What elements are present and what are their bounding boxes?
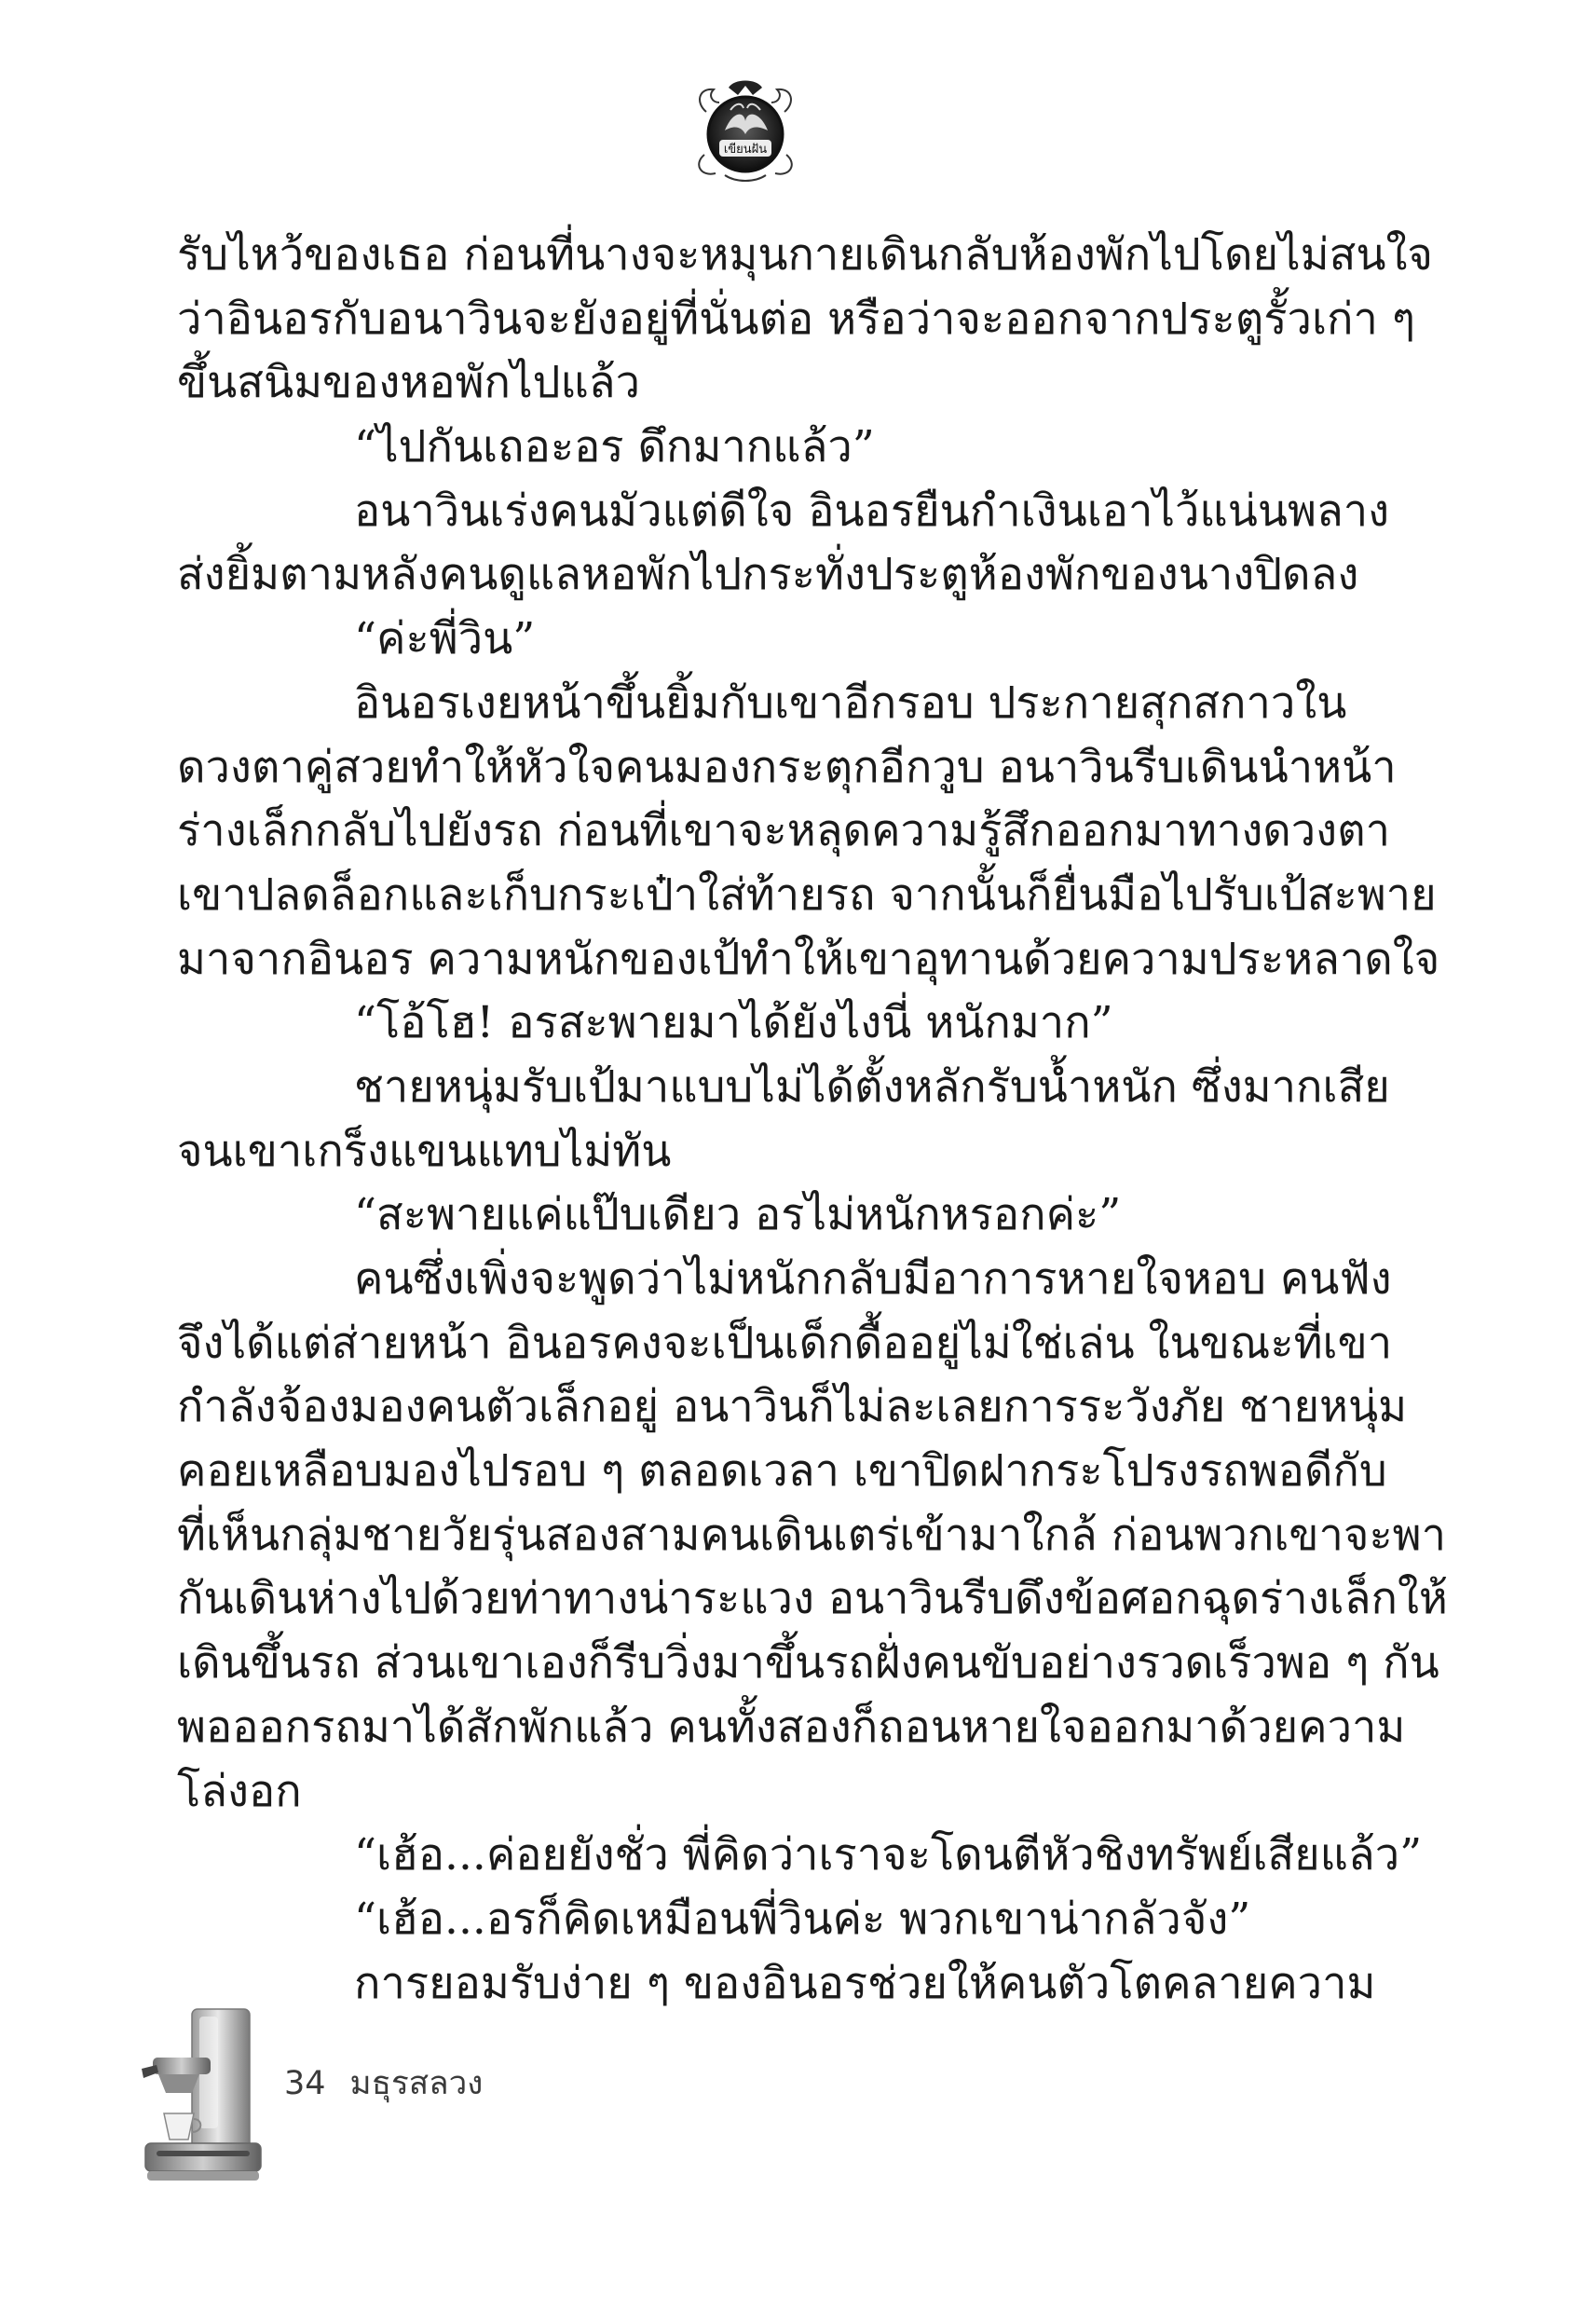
text-line: ที่เห็นกลุ่มชายวัยรุ่นสองสามคนเดินเตร่เข้ามาใกล้ ก่อนพวกเขาจะพา (177, 1509, 1447, 1561)
text-line: ว่าอินอรกับอนาวินจะยังอยู่ที่นั่นต่อ หรือว่าจะออกจากประตูรั้วเก่า ๆ (177, 293, 1416, 345)
text-line: โล่งอก (177, 1765, 302, 1817)
text-line: รับไหว้ของเธอ ก่อนที่นางจะหมุนกายเดินกลับห้องพักไปโดยไม่สนใจ (177, 229, 1433, 280)
text-line: กำลังจ้องมองคนตัวเล็กอยู่ อนาวินก็ไม่ละเลยการระวังภัย ชายหนุ่ม (177, 1381, 1408, 1433)
page-footer (284, 2058, 483, 2109)
text-line: “ค่ะพี่วิน” (354, 613, 536, 665)
text-line: อินอรเงยหน้าขึ้นยิ้มกับเขาอีกรอบ ประกายสุกสกาวใน (354, 677, 1347, 729)
text-line: การยอมรับง่าย ๆ ของอินอรช่วยให้คนตัวโตคลายความ (354, 1957, 1376, 2009)
text-line: ขึ้นสนิมของหอพักไปแล้ว (177, 357, 640, 409)
text-line: “เฮ้อ...อรก็คิดเหมือนพี่วินค่ะ พวกเขาน่ากลัวจัง” (354, 1893, 1251, 1945)
text-line: อนาวินเร่งคนมัวแต่ดีใจ อินอรยืนกำเงินเอาไว้แน่นพลาง (354, 485, 1390, 537)
publisher-logo-icon (688, 75, 803, 190)
text-line: ร่างเล็กกลับไปยังรถ ก่อนที่เขาจะหลุดความรู้สึกออกมาทางดวงตา (177, 805, 1391, 857)
text-line: “สะพายแค่แป๊บเดียว อรไม่หนักหรอกค่ะ” (354, 1189, 1122, 1241)
text-line: ดวงตาคู่สวยทำให้หัวใจคนมองกระตุกอีกวูบ อนาวินรีบเดินนำหน้า (177, 741, 1397, 793)
text-line: พอออกรถมาได้สักพักแล้ว คนทั้งสองก็ถอนหายใจออกมาด้วยความ (177, 1701, 1406, 1753)
text-line: ชายหนุ่มรับเป้มาแบบไม่ได้ตั้งหลักรับน้ำหนัก ซึ่งมากเสีย (354, 1060, 1390, 1113)
text-line: คนซึ่งเพิ่งจะพูดว่าไม่หนักกลับมีอาการหายใจหอบ คนฟัง (354, 1253, 1392, 1305)
text-line: เขาปลดล็อกและเก็บกระเป๋าใส่ท้ายรถ จากนั้นก็ยื่นมือไปรับเป้สะพาย (177, 868, 1437, 921)
text-line: ส่งยิ้มตามหลังคนดูแลหอพักไปกระทั่งประตูห้องพักของนางปิดลง (177, 549, 1359, 601)
text-line: “โอ้โฮ! อรสะพายมาได้ยังไงนี่ หนักมาก” (354, 997, 1113, 1049)
text-line: “เฮ้อ...ค่อยยังชั่ว พี่คิดว่าเราจะโดนตีหัวชิงทรัพย์เสียแล้ว” (354, 1829, 1423, 1881)
text-line: มาจากอินอร ความหนักของเป้ทำให้เขาอุทานด้วยความประหลาดใจ (177, 933, 1440, 985)
logo-text: เขียนฝัน (723, 143, 768, 157)
text-line: จึงได้แต่ส่ายหน้า อินอรคงจะเป็นเด็กดื้ออยู่ไม่ใช่เล่น ในขณะที่เขา (177, 1317, 1393, 1369)
text-line: จนเขาเกร็งแขนแทบไม่ทัน (177, 1125, 672, 1177)
text-line: “ไปกันเถอะอร ดึกมากแล้ว” (354, 421, 875, 473)
book-title: มธุรสลวง (349, 2065, 484, 2102)
espresso-machine-icon (138, 2003, 268, 2195)
chapter-body-text (177, 224, 1448, 2016)
text-line: คอยเหลือบมองไปรอบ ๆ ตลอดเวลา เขาปิดฝากระโปรงรถพอดีกับ (177, 1445, 1387, 1497)
page-number: 34 (284, 2065, 326, 2102)
text-line: กันเดินห่างไปด้วยท่าทางน่าระแวง อนาวินรีบดึงข้อศอกฉุดร่างเล็กให้ (177, 1573, 1448, 1625)
text-line: เดินขึ้นรถ ส่วนเขาเองก็รีบวิ่งมาขึ้นรถฝั่งคนขับอย่างรวดเร็วพอ ๆ กัน (177, 1637, 1439, 1689)
